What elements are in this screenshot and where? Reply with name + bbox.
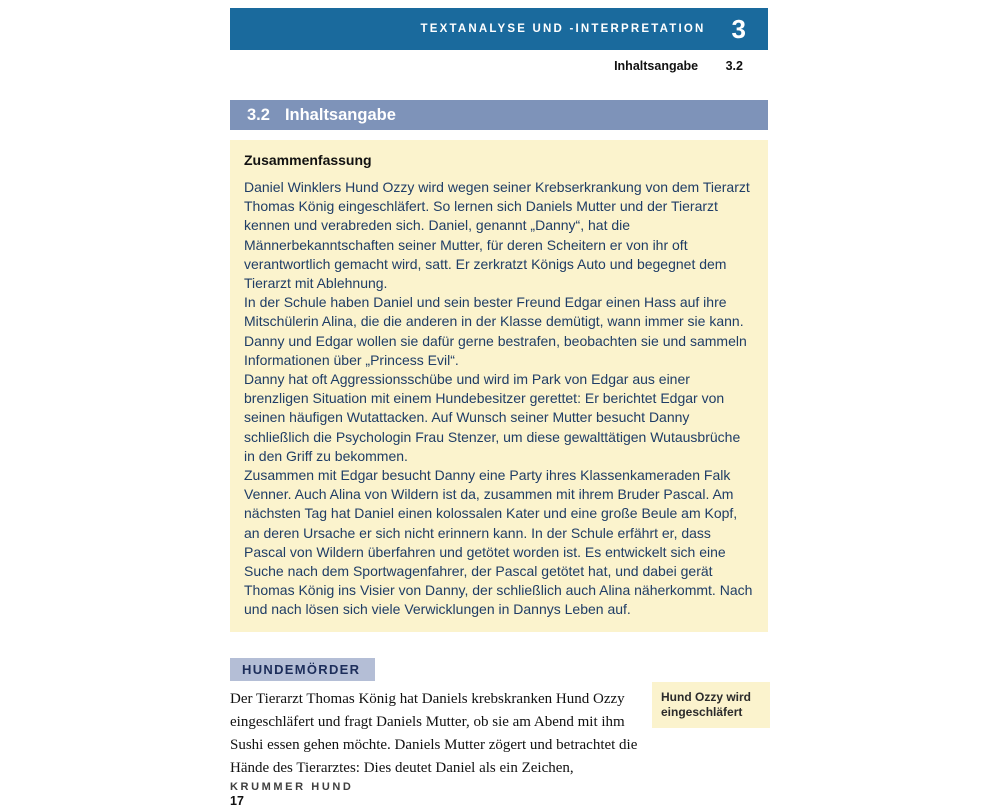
section-title: Inhaltsangabe [284,105,396,124]
breadcrumb [230,59,743,73]
breadcrumb-number: 3.2 [725,59,743,73]
summary-paragraph: Daniel Winklers Hund Ozzy wird wegen seiner Krebserkrankung von dem Tierarzt Thomas König eingeschläfert. So lernen sich Daniels Mutter und der Tierarzt kennen und verabreden sich. Daniel, genannt „Danny“, hat die Männerbekanntschaften seiner Mutter, für deren Scheitern er von ihr oft verantwortlich gemacht wird, satt. Er zerkratzt Königs Auto und begegnet dem Tierarzt mit Ablehnung. [244,179,750,292]
section-number: 3.2 [247,105,270,124]
footer-page-number: 17 [230,794,244,808]
footer-book-title: KRUMMER HUND [230,781,354,793]
section-header [230,100,768,130]
summary-paragraph: Danny hat oft Aggressionsschübe und wird im Park von Edgar aus einer brenzligen Situation mit einem Hundebesitzer gerettet: Er berichtet Edgar von seinen häufigen Wutattacken. Auf Wunsch seiner Mutter besucht Danny schließlich die Psychologin Frau Stenzer, um diese gewalttätigen Wutausbrüche in den Griff zu bekommen. [244,371,741,464]
subsection-hundemoerder [230,658,770,780]
subsection-main-column [230,658,644,780]
margin-note: Hund Ozzy wird eingeschläfert [652,682,770,728]
summary-paragraph: In der Schule haben Daniel und sein bester Freund Edgar einen Hass auf ihre Mitschülerin Alina, die die anderen in der Klasse demütigt, wann immer sie kann. Danny und Edgar wollen sie dafür gerne bestrafen, beobachten sie und sammeln Informationen über „Princess Evil“. [244,294,747,368]
subsection-body-text: Der Tierarzt Thomas König hat Daniels krebskranken Hund Ozzy eingeschläfert und fragt Daniels Mutter, ob sie am Abend mit ihm Sushi essen gehen möchte. Daniels Mutter zögert und betrachtet die Hände des Tierarztes: Dies deutet Daniel als ein Zeichen, [230,691,638,776]
subsection-heading: HUNDEMÖRDER [230,658,375,681]
summary-box [230,140,768,632]
chapter-number: 3 [731,14,746,44]
breadcrumb-label: Inhaltsangabe [614,59,699,73]
summary-title: Zusammenfassung [244,152,372,168]
chapter-title: TEXTANALYSE UND -INTERPRETATION [420,23,706,35]
summary-paragraph: Zusammen mit Edgar besucht Danny eine Party ihres Klassenkameraden Falk Venner. Auch Alina von Wildern ist da, zusammen mit ihrem Bruder Pascal. Am nächsten Tag hat Daniel einen kolossalen Kater und eine große Beule am Kopf, an deren Ursache er sich nicht erinnern kann. In der Schule erfährt er, dass Pascal von Wildern überfahren und getötet worden ist. Es entwickelt sich eine Suche nach dem Sportwagenfahrer, der Pascal getötet hat, und dabei gerät Thomas König ins Visier von Danny, der schließlich auch Alina näherkommt. Nach und nach lösen sich viele Verwicklungen in Dannys Leben auf. [244,467,753,618]
chapter-header-bar [230,8,768,50]
